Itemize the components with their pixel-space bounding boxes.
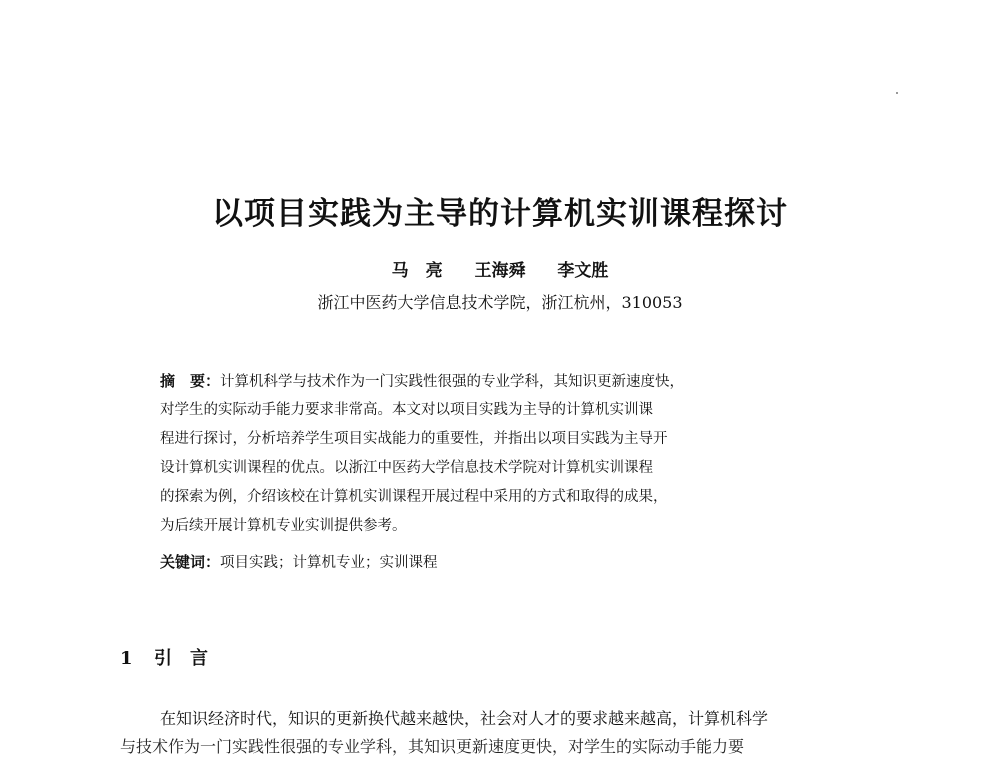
- abstract-line: 对学生的实际动手能力要求非常高。本文对以项目实践为主导的计算机实训课: [160, 402, 653, 418]
- section-number: 1: [120, 648, 133, 669]
- abstract-line: 设计算机实训课程的优点。以浙江中医药大学信息技术学院对计算机实训课程: [160, 460, 653, 476]
- abstract-label: 摘 要：: [160, 372, 221, 390]
- scan-speck: [896, 92, 898, 94]
- section-title: 引 言: [154, 648, 208, 669]
- abstract-line: [160, 368, 684, 394]
- paper-title: 以项目实践为主导的计算机实训课程探讨: [212, 196, 788, 232]
- author-affiliation: 浙江中医药大学信息技术学院，浙江杭州，310053: [317, 293, 683, 312]
- author-list: [0, 258, 1000, 284]
- body-paragraph-line: 与技术作为一门实践性很强的专业学科，其知识更新速度更快，对学生的实际动手能力要: [120, 737, 745, 756]
- abstract-line: 程进行探讨，分析培养学生项目实战能力的重要性，并指出以项目实践为主导开: [160, 431, 668, 447]
- keywords-label: 关键词：: [160, 553, 221, 571]
- section-heading: [120, 645, 208, 673]
- keywords-line: [160, 549, 438, 575]
- body-paragraph-line: 在知识经济时代，知识的更新换代越来越快，社会对人才的要求越来越高，计算机科学: [160, 709, 769, 728]
- author-name: 王海舜: [474, 261, 526, 281]
- author-name: 马 亮: [391, 261, 443, 281]
- abstract-line: 的探索为例，介绍该校在计算机实训课程开展过程中采用的方式和取得的成果，: [160, 489, 668, 505]
- abstract-text: 计算机科学与技术作为一门实践性很强的专业学科，其知识更新速度快，: [220, 374, 685, 390]
- abstract-line: 为后续开展计算机专业实训提供参考。: [160, 518, 407, 534]
- author-name: 李文胜: [557, 261, 609, 281]
- keywords-text: 项目实践；计算机专业；实训课程: [220, 555, 438, 571]
